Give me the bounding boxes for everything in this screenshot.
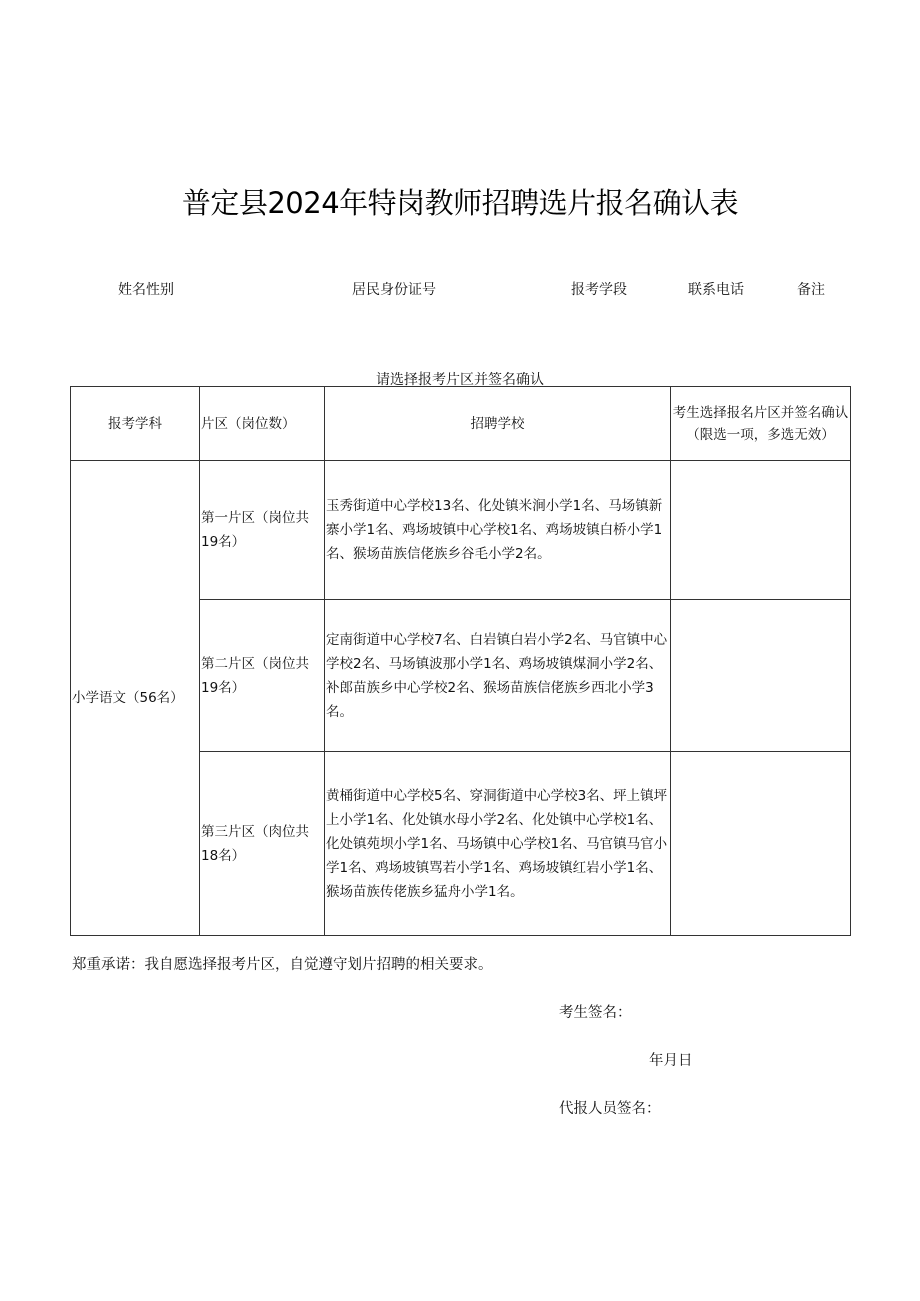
schools-cell: 玉秀街道中心学校13名、化处镇米涧小学1名、马场镇新寨小学1名、鸡场坡镇中心学校1名、鸡场坡镇白桥小学1名、猴场苗族信佬族乡谷毛小学2名。 [325, 461, 671, 600]
pledge-text: 郑重承诺：我自愿选择报考片区，自觉遵守划片招聘的相关要求。 [72, 957, 493, 973]
schools-cell: 定南街道中心学校7名、白岩镇白岩小学2名、马官镇中心学校2名、马场镇波那小学1名、鸡场坡镇煤洞小学2名、补郎苗族乡中心学校2名、猴场苗族信佬族乡西北小学3名。 [325, 600, 671, 752]
header-schools: 招聘学校 [325, 387, 671, 461]
confirm-signature-cell[interactable] [671, 461, 851, 600]
zone-cell: 第二片区（岗位共 19名） [200, 600, 325, 752]
table-header-row [71, 387, 851, 461]
zone-cell: 第一片区（岗位共 19名） [200, 461, 325, 600]
header-zone: 片区（岗位数） [200, 387, 325, 461]
agent-signature-label: 代报人员签名： [559, 1101, 661, 1117]
instruction-text: 请选择报考片区并签名确认 [376, 372, 544, 388]
stage-label: 报考学段 [571, 282, 627, 298]
name-gender-label: 姓名性别 [118, 282, 174, 298]
zone-cell: 第三片区（肉位共 18名） [200, 752, 325, 936]
table-row [71, 461, 851, 600]
header-confirm: 考生选择报名片区并签名确认（限选一项，多选无效） [671, 387, 851, 461]
schools-cell: 黄桶街道中心学校5名、穿洞街道中心学校3名、坪上镇坪上小学1名、化处镇水母小学2名、化处镇中心学校1名、化处镇苑坝小学1名、马场镇中心学校1名、马官镇马官小学1名、鸡场坡镇骂若小学1名、鸡场坡镇红岩小学1名、猴场苗族传佬族乡猛舟小学1名。 [325, 752, 671, 936]
subject-cell: 小学语文（56名） [71, 461, 200, 936]
id-number-label: 居民身份证号 [352, 282, 436, 298]
date-label: 年月日 [649, 1053, 693, 1069]
phone-label: 联系电话 [688, 282, 744, 298]
page-title: 普定县2024年特岗教师招聘选片报名确认表 [181, 186, 739, 220]
candidate-signature-label: 考生签名： [559, 1005, 632, 1021]
confirm-signature-cell[interactable] [671, 600, 851, 752]
confirm-signature-cell[interactable] [671, 752, 851, 936]
zone-selection-table [70, 386, 851, 936]
remark-label: 备注 [797, 282, 825, 298]
header-subject: 报考学科 [71, 387, 200, 461]
